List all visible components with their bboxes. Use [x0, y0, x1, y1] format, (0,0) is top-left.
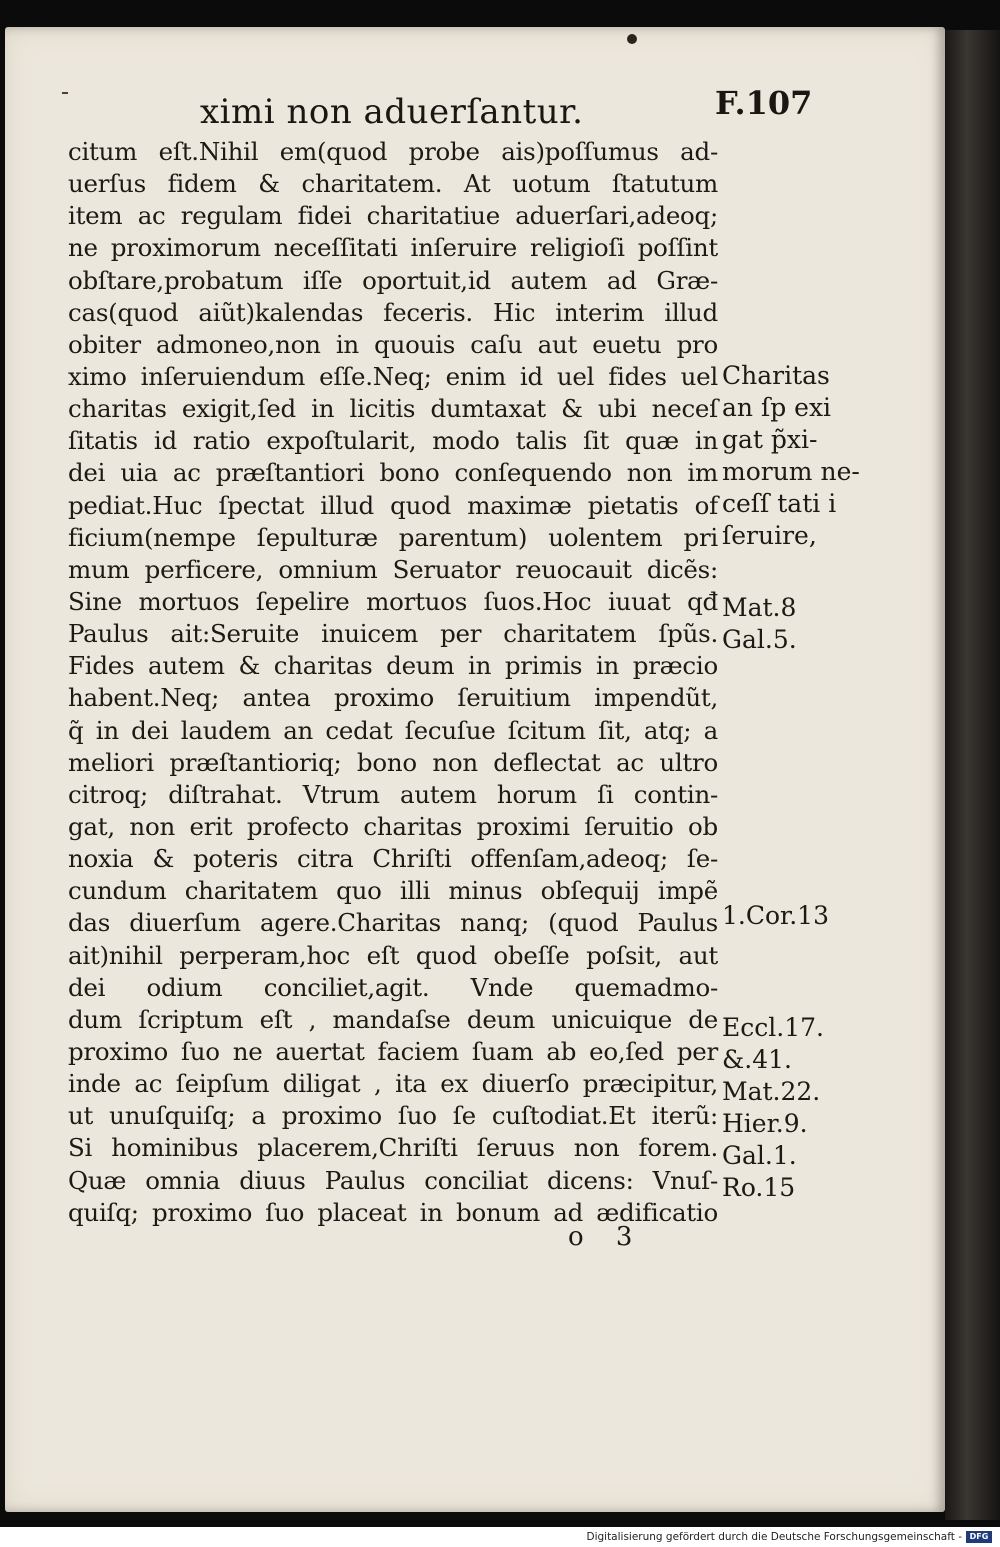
text-line: noxia & poteris citra Chriſti offenſam,adeoq; ſe-: [68, 844, 718, 874]
text-line: dei uia ac præſtantiori bono conſequendo non im: [68, 458, 718, 488]
marginal-line: Gal.5.: [722, 625, 797, 654]
text-line: gat, non erit profecto charitas proximi ſeruitio ob: [68, 811, 718, 841]
marginal-line: Gal.1.: [722, 1141, 797, 1170]
text-line: obiter admoneo,non in quouis caſu aut euetu pro: [68, 329, 718, 359]
marginal-ref-mat-gal: [722, 592, 850, 656]
text-line: ait)nihil perperam,hoc eſt quod obeſſe poſsit, aut: [68, 940, 718, 970]
text-line: dum ſcriptum eſt , mandaſse deum unicuique de: [68, 1004, 718, 1034]
marginal-line: Hier.9.: [722, 1109, 808, 1138]
signature-mark: o 3: [568, 1222, 645, 1252]
marginal-line: gat p̃xi-: [722, 425, 818, 454]
dfg-logo[interactable]: DFG: [966, 1531, 992, 1543]
ink-mark: [62, 92, 68, 94]
text-line: obſtare,probatum iſſe oportuit,id autem ad Græ-: [68, 265, 718, 295]
marginal-line: ceſſ tati i: [722, 489, 837, 518]
marginal-line: ſeruire,: [722, 521, 817, 550]
text-line: Paulus ait:Seruite inuicem per charitatem ſpũs.: [68, 619, 718, 649]
text-line: ficium(nempe ſepulturæ parentum) uolentem pri: [68, 522, 718, 552]
marginal-note-charitas: [722, 360, 860, 552]
text-line: citroq; diſtrahat. Vtrum autem horum ſi contin-: [68, 779, 718, 809]
folio-number: F.107: [715, 84, 813, 122]
text-line: Quæ omnia diuus Paulus conciliat dicens: Vnuſ-: [68, 1165, 718, 1195]
footer-bar: [0, 1527, 1000, 1547]
text-line: cas(quod aiũt)kalendas feceris. Hic interim illud: [68, 297, 718, 327]
marginal-line: Eccl.17.: [722, 1013, 824, 1042]
text-line: mum perficere, omnium Seruator reuocauit dicẽs:: [68, 554, 718, 584]
running-head: ximi non aduerſantur.: [200, 92, 584, 132]
funding-credit: Digitalisierung gefördert durch die Deutsche Forschungsgemeinschaft -: [586, 1531, 962, 1543]
text-line: charitas exigit,ſed in licitis dumtaxat & ubi neceſ: [68, 394, 718, 424]
text-line: ut unuſquiſq; a proximo ſuo ſe cuſtodiat.Et iterũ:: [68, 1101, 718, 1131]
marginal-line: Charitas: [722, 361, 830, 390]
book-edge: [945, 30, 1000, 1520]
text-line: pediat.Huc ſpectat illud quod maximæ pietatis of: [68, 490, 718, 520]
text-line: item ac regulam fidei charitatiue aduerſari,adeoq;: [68, 201, 718, 231]
marginal-line: &.41.: [722, 1045, 792, 1074]
text-line: uerſus fidem & charitatem. At uotum ſtatutum: [68, 169, 718, 199]
marginal-line: an ſp exi: [722, 393, 832, 422]
text-line: ne proximorum neceſſitati inſeruire religioſi poſſint: [68, 233, 718, 263]
marginal-ref-cor: [722, 900, 850, 932]
text-line: ximo inſeruiendum eſſe.Neq; enim id uel fides uel: [68, 361, 718, 391]
marginal-line: morum ne-: [722, 457, 860, 486]
text-line: meliori præſtantioriq; bono non deflectat ac ultro: [68, 747, 718, 777]
text-line: proximo ſuo ne auertat faciem ſuam ab eo,ſed per: [68, 1036, 718, 1066]
marginal-line: Mat.22.: [722, 1077, 821, 1106]
text-line: q̃ in dei laudem an cedat ſecuſue ſcitum ſit, atq; a: [68, 715, 718, 745]
main-text-block: [68, 136, 718, 1229]
text-line: inde ac ſeipſum diligat , ita ex diuerſo præcipitur,: [68, 1069, 718, 1099]
text-line: Si hominibus placerem,Chriſti ſeruus non forem.: [68, 1133, 718, 1163]
marginal-line: Mat.8: [722, 593, 797, 622]
text-line: cundum charitatem quo illi minus obſequij impẽ: [68, 876, 718, 906]
text-line: citum eſt.Nihil em(quod probe ais)poſſumus ad-: [68, 137, 718, 166]
text-line: dei odium conciliet,agit. Vnde quemadmo-: [68, 972, 718, 1002]
page-hole-mark: [627, 34, 637, 44]
text-line: Sine mortuos ſepelire mortuos ſuos.Hoc iuuat qđ: [68, 586, 718, 616]
text-line: habent.Neq; antea proximo ſeruitium impendũt,: [68, 683, 718, 713]
text-line: Fides autem & charitas deum in primis in præcio: [68, 651, 718, 681]
marginal-line: 1.Cor.13: [722, 901, 829, 930]
text-line: das diuerſum agere.Charitas nanq; (quod Paulus: [68, 908, 718, 938]
marginal-line: Ro.15: [722, 1173, 796, 1202]
text-line: quiſq; proximo ſuo placeat in bonum ad ædificatio: [68, 1197, 718, 1227]
text-line: ſitatis id ratio expoſtularit, modo talis ſit quæ in: [68, 426, 718, 456]
marginal-refs: [722, 1012, 850, 1204]
